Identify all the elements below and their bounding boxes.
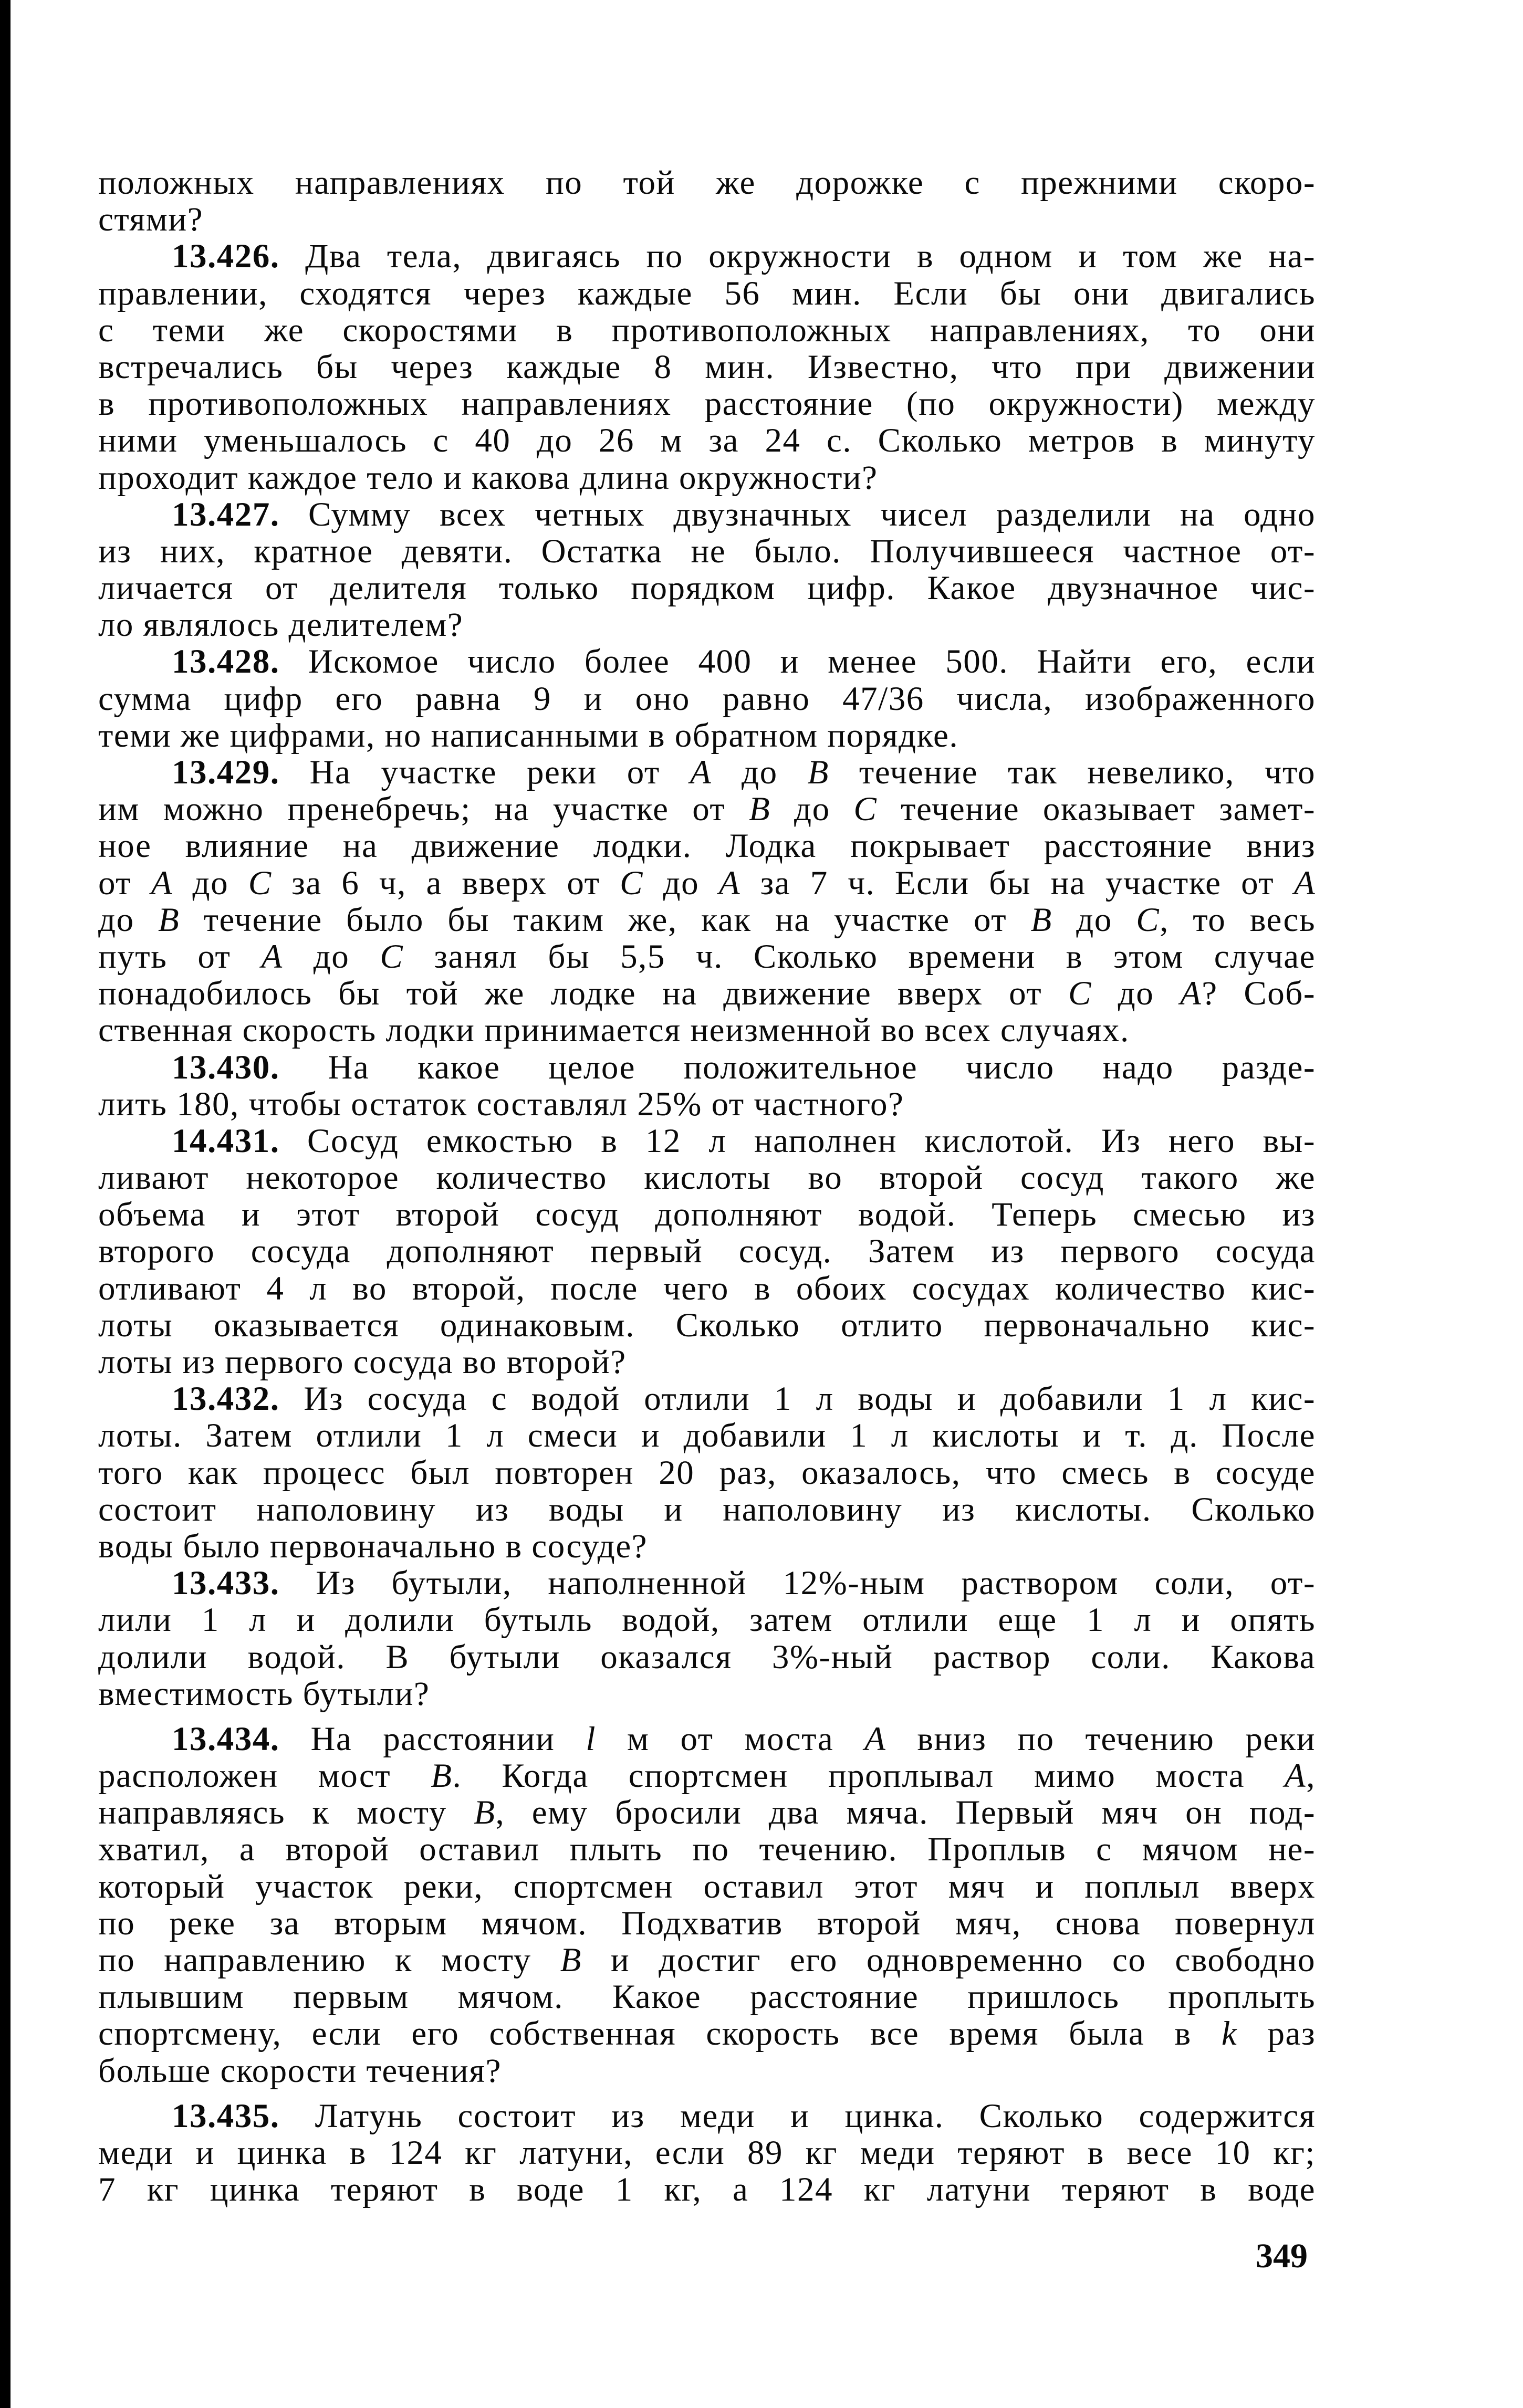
text-line-content (98, 1905, 1316, 1942)
text-line-content (98, 1676, 1316, 1712)
line-text: по направлению к мосту B и достиг его одновременно со свободно (98, 1941, 1316, 1979)
text-line (98, 1942, 1316, 1978)
line-text: долили водой. В бутыли оказался 3%-ный раствор соли. Какова (98, 1638, 1316, 1676)
text-line-content (98, 201, 1316, 238)
line-text: понадобилось бы той же лодке на движение вверх от C до A? Соб- (98, 975, 1316, 1013)
math-variable: A (261, 937, 283, 976)
line-text: ло являлось делителем? (98, 606, 464, 644)
problem-paragraph (98, 754, 1316, 1049)
line-text: лоты. Затем отлили 1 л смеси и добавили 1 л кислоты и т. д. После (98, 1417, 1316, 1455)
page-body (98, 164, 1316, 2208)
line-text: того как процесс был повторен 20 раз, оказалось, что смесь в сосуде (98, 1453, 1316, 1492)
line-text: хватил, а второй оставил плыть по течению. Проплыв с мячом не- (98, 1830, 1316, 1869)
line-text: лить 180, чтобы остаток составлял 25% от частного? (98, 1085, 904, 1123)
line-text: личается от делителя только порядком цифр. Какое двузначное чис- (98, 569, 1316, 608)
text-line (98, 1196, 1316, 1233)
text-line-content (98, 2098, 1316, 2134)
math-variable: A (1180, 975, 1202, 1013)
text-line-content (98, 1601, 1316, 1638)
text-line (98, 1601, 1316, 1638)
text-line (98, 1528, 1316, 1565)
text-line-content (98, 643, 1316, 680)
line-text: Из бутыли, наполненной 12%-ным раствором соли, от- (316, 1564, 1316, 1603)
text-line (98, 680, 1316, 717)
text-line (98, 791, 1316, 828)
text-line (98, 1905, 1316, 1942)
line-text: расположен мост B. Когда спортсмен проплывал мимо моста A, (98, 1757, 1316, 1795)
text-line (98, 1012, 1316, 1049)
text-line (98, 1978, 1316, 2015)
text-line (98, 1159, 1316, 1196)
text-line (98, 275, 1316, 312)
text-line (98, 1344, 1316, 1380)
line-text: лили 1 л и долили бутыль водой, затем отлили еще 1 л и опять (98, 1601, 1316, 1639)
text-line (98, 2053, 1316, 2089)
line-text: На участке реки от A до B течение так невелико, что (309, 753, 1316, 791)
text-line-content (98, 717, 1316, 754)
math-variable: A (151, 864, 173, 902)
text-line (98, 1233, 1316, 1270)
text-line-content (98, 496, 1316, 533)
text-line (98, 1639, 1316, 1676)
text-line-content (98, 312, 1316, 349)
line-text: объема и этот второй сосуд дополняют водой. Теперь смесью из (98, 1196, 1316, 1234)
line-text: до B течение было бы таким же, как на участке от B до C, то весь (98, 901, 1316, 939)
text-line (98, 459, 1316, 496)
math-variable: C (1136, 901, 1160, 939)
continued-paragraph (98, 164, 1316, 238)
text-line-content (98, 1565, 1316, 1601)
text-line (98, 1794, 1316, 1831)
line-text: от A до C за 6 ч, а вверх от C до A за 7 ч. Если бы на участке от A (98, 864, 1316, 902)
line-text: спортсмену, если его собственная скорость все время была в k раз (98, 2015, 1316, 2053)
text-line-content (98, 1942, 1316, 1978)
text-line (98, 1270, 1316, 1307)
text-line-content (98, 1380, 1316, 1417)
math-variable: B (807, 753, 829, 791)
text-line-content (98, 791, 1316, 828)
math-variable: A (1285, 1757, 1307, 1795)
line-text: по реке за вторым мячом. Подхватив второй мяч, снова повернул (98, 1904, 1316, 1942)
text-line (98, 1676, 1316, 1712)
text-line (98, 164, 1316, 201)
text-line (98, 1757, 1316, 1794)
text-line-content (98, 1049, 1316, 1086)
text-line (98, 201, 1316, 238)
problem-number: 13.432. (172, 1380, 280, 1418)
line-text: воды было первоначально в сосуде? (98, 1527, 648, 1565)
text-line (98, 828, 1316, 864)
text-line (98, 238, 1316, 275)
text-line-content (98, 1270, 1316, 1307)
line-text: ное влияние на движение лодки. Лодка покрывает расстояние вниз (98, 827, 1316, 865)
text-line-content (98, 238, 1316, 275)
text-line-content (98, 754, 1316, 791)
problem-number: 13.428. (172, 643, 280, 681)
problem-paragraph (98, 1123, 1316, 1380)
text-line (98, 349, 1316, 385)
line-text: Латунь состоит из меди и цинка. Сколько содержится (315, 2097, 1316, 2135)
text-line-content (98, 975, 1316, 1012)
math-variable: A (690, 753, 712, 791)
line-text: ливают некоторое количество кислоты во второй сосуд такого же (98, 1159, 1316, 1197)
line-text: Сосуд емкостью в 12 л наполнен кислотой. Из него вы- (307, 1122, 1316, 1160)
text-line-content (98, 1417, 1316, 1454)
text-line-content (98, 1491, 1316, 1528)
text-line-content (98, 1757, 1316, 1794)
text-line (98, 496, 1316, 533)
line-text: лоты из первого сосуда во второй? (98, 1343, 627, 1381)
line-text: Два тела, двигаясь по окружности в одном и том же на- (305, 237, 1316, 276)
problem-number: 13.435. (172, 2097, 280, 2135)
text-line (98, 1454, 1316, 1491)
problem-paragraph (98, 1565, 1316, 1712)
text-line-content (98, 1639, 1316, 1676)
text-line-content (98, 1721, 1316, 1757)
text-line-content (98, 2134, 1316, 2171)
math-variable: C (248, 864, 272, 902)
text-line (98, 1307, 1316, 1344)
math-variable: B (431, 1757, 453, 1795)
line-text: отливают 4 л во второй, после чего в обоих сосудах количество кис- (98, 1269, 1316, 1307)
text-line-content (98, 349, 1316, 385)
text-line (98, 754, 1316, 791)
problem-number: 13.427. (172, 495, 280, 533)
text-line (98, 717, 1316, 754)
line-text: второго сосуда дополняют первый сосуд. Затем из первого сосуда (98, 1232, 1316, 1271)
line-text: вместимость бутыли? (98, 1674, 430, 1713)
page-number: 349 (1256, 2237, 1308, 2275)
math-variable: C (1068, 975, 1092, 1013)
text-line-content (98, 385, 1316, 422)
problem-paragraph (98, 2098, 1316, 2208)
text-line (98, 1123, 1316, 1159)
line-text: с теми же скоростями в противоположных направлениях, то они (98, 311, 1316, 349)
text-line (98, 2134, 1316, 2171)
problem-number: 13.434. (172, 1720, 280, 1758)
text-line-content (98, 1233, 1316, 1270)
text-line-content (98, 1454, 1316, 1491)
text-line (98, 1417, 1316, 1454)
math-variable: l (586, 1720, 596, 1758)
text-line-content (98, 2053, 1316, 2089)
text-line-content (98, 2171, 1316, 2208)
line-text: плывшим первым мячом. Какое расстояние пришлось проплыть (98, 1978, 1316, 2016)
math-variable: k (1221, 2015, 1238, 2053)
line-text: Из сосуда с водой отлили 1 л воды и добавили 1 л кис- (304, 1380, 1316, 1418)
math-variable: B (560, 1941, 582, 1979)
text-line-content (98, 1831, 1316, 1868)
text-line (98, 1380, 1316, 1417)
math-variable: B (749, 790, 771, 829)
text-line-content (98, 1196, 1316, 1233)
math-variable: C (853, 790, 878, 829)
text-line (98, 643, 1316, 680)
text-line (98, 606, 1316, 643)
problem-number: 14.431. (172, 1122, 280, 1160)
text-line (98, 1565, 1316, 1601)
text-line-content (98, 938, 1316, 975)
text-line-content (98, 1307, 1316, 1344)
line-text: сумма цифр его равна 9 и оно равно 47/36 числа, изображенного (98, 679, 1316, 718)
line-text: На расстоянии l м от моста A вниз по течению реки (310, 1720, 1316, 1758)
line-text: направляясь к мосту B, ему бросили два мяча. Первый мяч он под- (98, 1794, 1316, 1832)
math-variable: B (158, 901, 180, 939)
line-text: меди и цинка в 124 кг латуни, если 89 кг меди теряют в весе 10 кг; (98, 2133, 1316, 2172)
line-text: проходит каждое тело и какова длина окружности? (98, 458, 878, 497)
text-line-content (98, 275, 1316, 312)
text-line-content (98, 1528, 1316, 1565)
text-line (98, 312, 1316, 349)
line-text: встречались бы через каждые 8 мин. Известно, что при движении (98, 348, 1316, 386)
text-line (98, 2015, 1316, 2052)
text-line (98, 1721, 1316, 1757)
text-line-content (98, 164, 1316, 201)
text-line-content (98, 422, 1316, 459)
line-text: 7 кг цинка теряют в воде 1 кг, а 124 кг латуни теряют в воде (98, 2171, 1316, 2209)
math-variable: A (1293, 864, 1316, 902)
line-text: правлении, сходятся через каждые 56 мин. Если бы они двигались (98, 274, 1316, 312)
text-line (98, 2098, 1316, 2134)
text-line (98, 865, 1316, 902)
text-line (98, 1831, 1316, 1868)
problem-paragraph (98, 1049, 1316, 1123)
line-text: из них, кратное девяти. Остатка не было. Получившееся частное от- (98, 532, 1316, 570)
line-text: в противоположных направлениях расстояние (по окружности) между (98, 385, 1316, 423)
problem-number: 13.429. (172, 753, 280, 791)
line-text: им можно пренебречь; на участке от B до C течение оказывает замет- (98, 790, 1316, 829)
text-line (98, 1491, 1316, 1528)
math-variable: B (1030, 901, 1052, 939)
text-line-content (98, 2015, 1316, 2052)
line-text: Сумму всех четных двузначных чисел разделили на одно (308, 495, 1316, 533)
line-text: На какое целое положительное число надо разде- (328, 1048, 1316, 1086)
text-line-content (98, 1012, 1316, 1049)
text-line (98, 1086, 1316, 1123)
text-line (98, 1868, 1316, 1905)
text-line-content (98, 1344, 1316, 1380)
line-text: теми же цифрами, но написанными в обратном порядке. (98, 716, 959, 755)
problem-paragraph (98, 643, 1316, 754)
text-line (98, 570, 1316, 606)
text-line (98, 1049, 1316, 1086)
text-line-content (98, 1794, 1316, 1831)
line-text: лоты оказывается одинаковым. Сколько отлито первоначально кис- (98, 1306, 1316, 1344)
line-text: больше скорости течения? (98, 2051, 502, 2090)
problem-number: 13.433. (172, 1564, 280, 1603)
line-text: стями? (98, 201, 204, 239)
line-text: Искомое число более 400 и менее 500. Найти его, если (308, 643, 1316, 681)
text-line-content (98, 828, 1316, 864)
text-line-content (98, 533, 1316, 570)
text-line-content (98, 902, 1316, 938)
text-line (98, 2171, 1316, 2208)
scan-edge-shadow (0, 0, 11, 2408)
text-line-content (98, 1978, 1316, 2015)
math-variable: B (474, 1794, 496, 1832)
text-line (98, 938, 1316, 975)
text-line-content (98, 606, 1316, 643)
problem-paragraph (98, 1380, 1316, 1565)
text-line-content (98, 1086, 1316, 1123)
math-variable: A (864, 1720, 886, 1758)
line-text: ними уменьшалось с 40 до 26 м за 24 с. Сколько метров в минуту (98, 422, 1316, 460)
math-variable: C (620, 864, 643, 902)
text-line-content (98, 865, 1316, 902)
line-text: состоит наполовину из воды и наполовину из кислоты. Сколько (98, 1490, 1316, 1528)
text-line (98, 533, 1316, 570)
text-line-content (98, 459, 1316, 496)
line-text: который участок реки, спортсмен оставил этот мяч и поплыл вверх (98, 1867, 1316, 1906)
text-line-content (98, 1123, 1316, 1159)
line-text: ственная скорость лодки принимается неизменной во всех случаях. (98, 1011, 1130, 1050)
math-variable: A (718, 864, 740, 902)
problem-number: 13.430. (172, 1048, 280, 1086)
problem-paragraph (98, 238, 1316, 496)
problem-paragraph (98, 496, 1316, 644)
line-text: положных направлениях по той же дорожке с прежними скоро- (98, 164, 1316, 202)
line-text: путь от A до C занял бы 5,5 ч. Сколько времени в этом случае (98, 937, 1316, 976)
text-line-content (98, 570, 1316, 606)
text-line-content (98, 1868, 1316, 1905)
text-line (98, 422, 1316, 459)
text-line (98, 975, 1316, 1012)
math-variable: C (380, 937, 404, 976)
problem-paragraph (98, 1721, 1316, 2089)
text-line (98, 385, 1316, 422)
text-line-content (98, 680, 1316, 717)
text-line-content (98, 1159, 1316, 1196)
text-line (98, 902, 1316, 938)
problem-number: 13.426. (172, 237, 280, 276)
